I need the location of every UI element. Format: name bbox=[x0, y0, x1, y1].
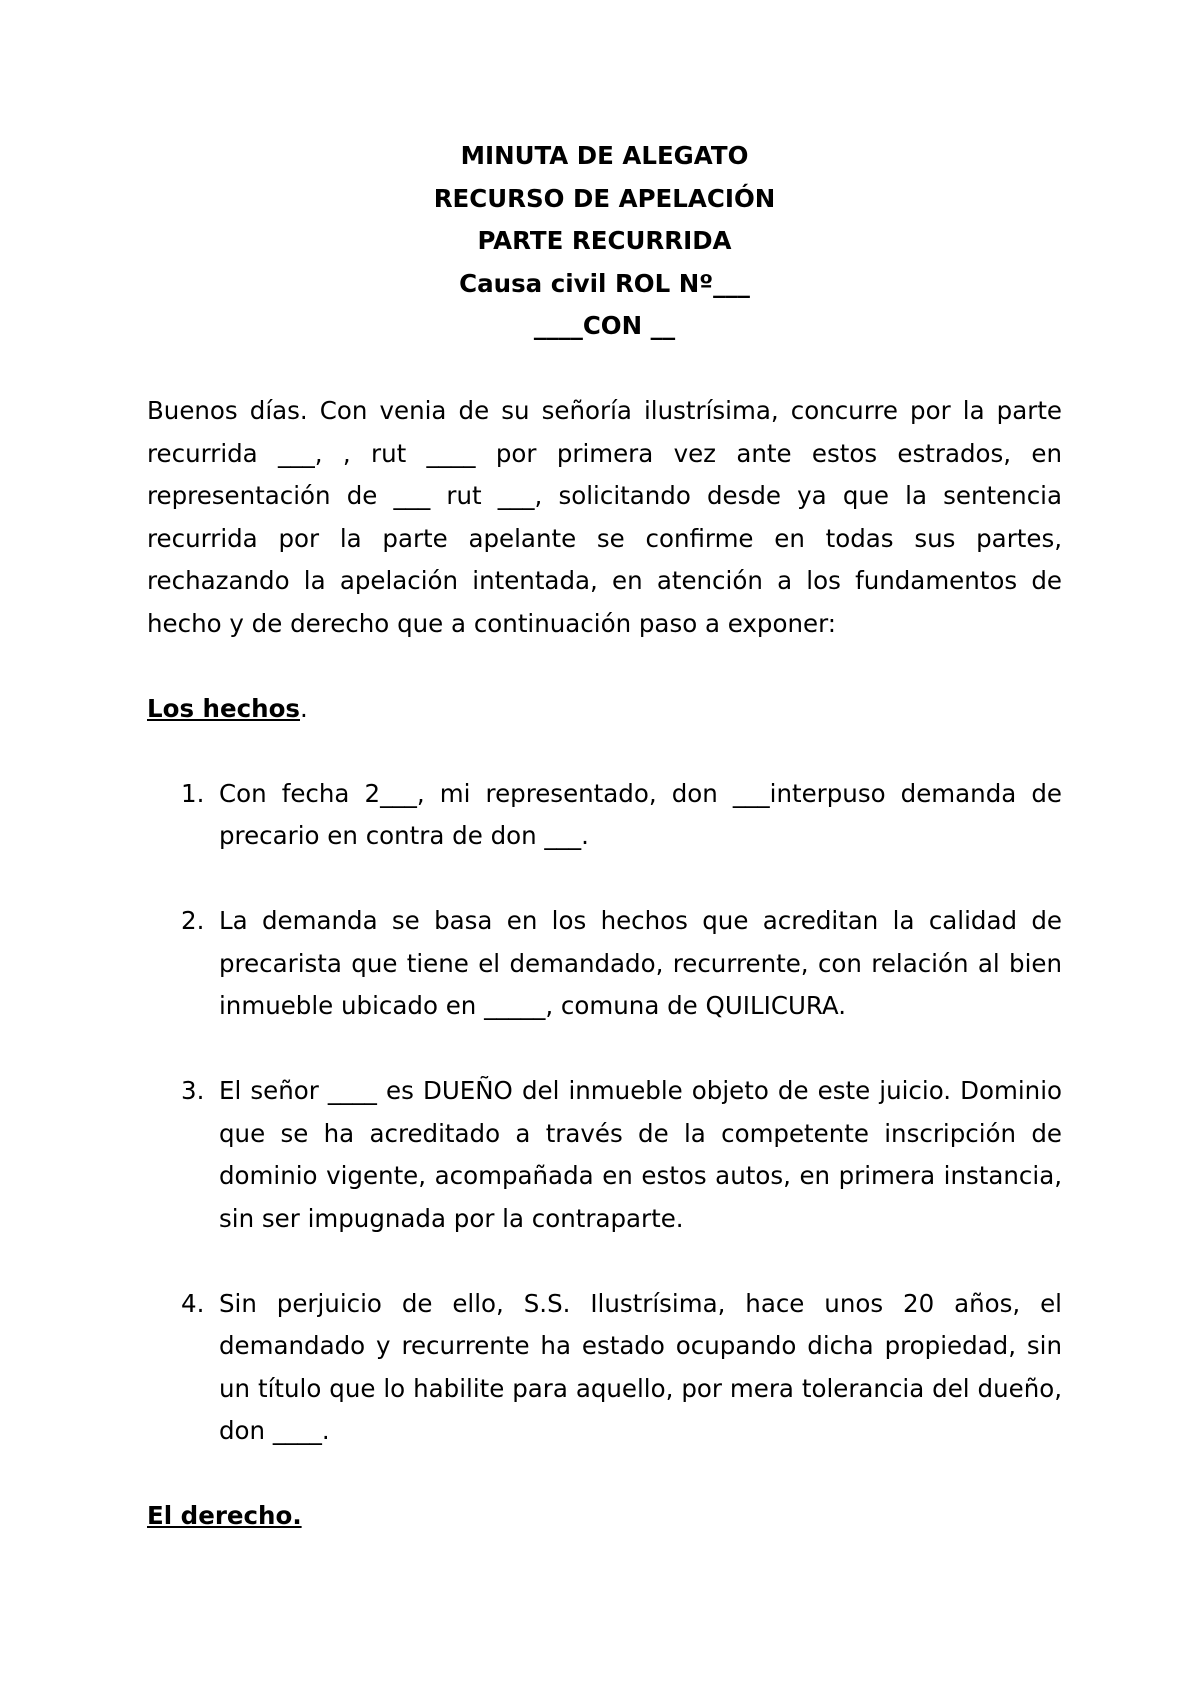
list-item-number: 1. bbox=[181, 778, 205, 808]
document-subtitle-causa: Causa civil ROL Nº___ bbox=[459, 268, 750, 298]
intro-paragraph: Buenos días. Con venia de su señoría ilustrísima, concurre por la parte recurrida ___, , rut ____ por primera vez ante estos estrados, en representación de ___ rut ___, solicitando desde ya que la sentencia recurrida por la parte apelante se confirme en todas sus partes, rechazando la apelación intentada, en atención a los fundamentos de hecho y de derecho que a continuación paso a exponer: bbox=[147, 396, 1062, 638]
document-page bbox=[147, 135, 1062, 1538]
document-subtitle-partes: ____CON __ bbox=[533, 311, 676, 340]
spacer bbox=[147, 348, 1062, 391]
section-heading-derecho-text: El derecho. bbox=[147, 1501, 302, 1530]
list-item-number: 2. bbox=[181, 906, 205, 935]
spacer bbox=[147, 645, 1062, 688]
spacer bbox=[147, 730, 1062, 773]
list-item-number: 3. bbox=[181, 1076, 205, 1105]
facts-list bbox=[147, 773, 1062, 1453]
list-item-text: El señor ____ es DUEÑO del inmueble objeto de este juicio. Dominio que se ha acreditado a través de la competente inscripción de dominio vigente, acompañada en estos autos, en primera instancia, sin ser impugnada por la contraparte. bbox=[219, 1076, 1062, 1233]
section-heading-hechos-suffix: . bbox=[300, 693, 308, 723]
list-item-text: Con fecha 2___, mi representado, don ___interpuso demanda de precario en contra de don ___. bbox=[219, 778, 1062, 850]
document-subtitle-parte: PARTE RECURRIDA bbox=[477, 226, 732, 255]
list-item bbox=[147, 900, 1062, 1028]
document-subtitle-recurso: RECURSO DE APELACIÓN bbox=[433, 183, 776, 213]
list-item bbox=[147, 1070, 1062, 1240]
list-item-text: Sin perjuicio de ello, S.S. Ilustrísima, hace unos 20 años, el demandado y recurrente ha estado ocupando dicha propiedad, sin un título que lo habilite para aquello, por mera tolerancia del dueño, don ____. bbox=[219, 1288, 1062, 1445]
list-item-number: 4. bbox=[181, 1288, 205, 1318]
list-item-text: La demanda se basa en los hechos que acreditan la calidad de precarista que tiene el demandado, recurrente, con relación al bien inmueble ubicado en _____, comuna de QUILICURA. bbox=[219, 906, 1062, 1020]
list-item bbox=[147, 773, 1062, 858]
section-heading-hechos-text: Los hechos bbox=[147, 693, 300, 723]
document-title-block bbox=[147, 135, 1062, 348]
section-heading-hechos bbox=[147, 688, 1062, 731]
document-title: MINUTA DE ALEGATO bbox=[460, 141, 749, 170]
list-item bbox=[147, 1283, 1062, 1453]
section-heading-derecho bbox=[147, 1495, 1062, 1538]
